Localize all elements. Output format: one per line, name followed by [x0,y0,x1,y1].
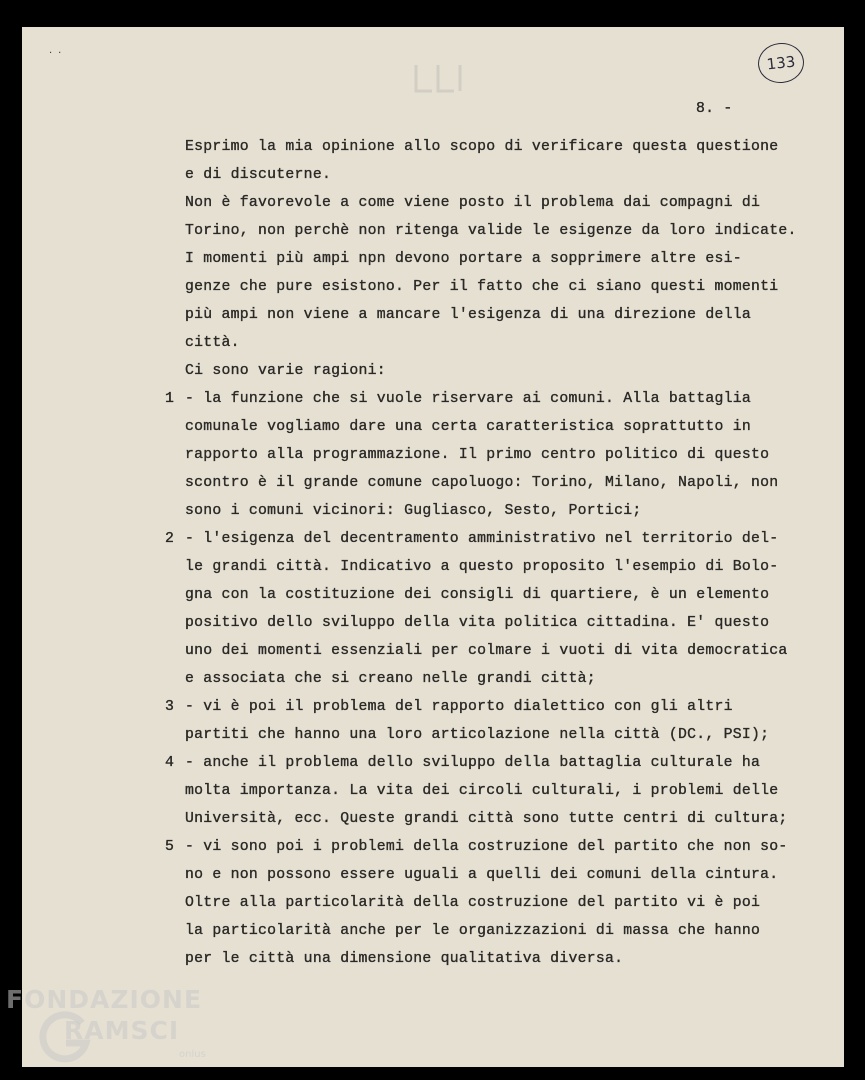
point-number: 5 [165,839,175,855]
text-line: Università, ecc. Queste grandi città sono tutte centri di cultura; [185,811,788,827]
text-line: le grandi città. Indicativo a questo proposito l'esempio di Bolo- [185,559,779,575]
text-line: sono i comuni vicinori: Gugliasco, Sesto, Portici; [185,503,642,519]
text-line: scontro è il grande comune capoluogo: Torino, Milano, Napoli, non [185,475,779,491]
text-line: città. [185,335,240,351]
text-line: uno dei momenti essenziali per colmare i vuoti di vita democratica [185,643,788,659]
watermark-suffix: onlus [179,1049,206,1060]
text-line: positivo dello sviluppo della vita politica cittadina. E' questo [185,615,770,631]
text-line: - la funzione che si vuole riservare ai comuni. Alla battaglia [185,391,752,407]
text-line: - l'esigenza del decentramento amministrativo nel territorio del- [185,531,779,547]
text-line: Non è favorevole a come viene posto il problema dai compagni di [185,195,761,211]
punch-marks: ·· [49,48,68,59]
text-line: no e non possono essere uguali a quelli dei comuni della cintura. [185,867,779,883]
text-line: I momenti più ampi npn devono portare a sopprimere altre esi- [185,251,742,267]
document-page [22,27,844,1067]
point-number: 2 [165,531,175,547]
watermark-line2: RAMSCI [64,1016,180,1045]
text-line: - anche il problema dello sviluppo della battaglia culturale ha [185,755,761,771]
bleed-through-mark [410,61,470,97]
point-number: 1 [165,391,175,407]
text-line: e di discuterne. [185,167,332,183]
text-line: per le città una dimensione qualitativa diversa. [185,951,624,967]
watermark-line1: FONDAZIONE [6,985,203,1014]
text-line: Torino, non perchè non ritenga valide le esigenze da loro indicate. [185,223,797,239]
fondazione-gramsci-watermark [6,985,236,1080]
archive-number-stamp: 133 [756,41,806,86]
text-line: gna con la costituzione dei consigli di quartiere, è un elemento [185,587,770,603]
text-line: Oltre alla particolarità della costruzione del partito vi è poi [185,895,761,911]
text-line: più ampi non viene a mancare l'esigenza di una direzione della [185,307,752,323]
text-line: Ci sono varie ragioni: [185,363,386,379]
text-line: rapporto alla programmazione. Il primo centro politico di questo [185,447,770,463]
text-line: la particolarità anche per le organizzazioni di massa che hanno [185,923,761,939]
text-line: molta importanza. La vita dei circoli culturali, i problemi delle [185,783,779,799]
text-line: genze che pure esistono. Per il fatto che ci siano questi momenti [185,279,779,295]
point-number: 3 [165,699,175,715]
page-number: 8. - [696,101,733,117]
text-line: - vi è poi il problema del rapporto dialettico con gli altri [185,699,733,715]
text-line: - vi sono poi i problemi della costruzione del partito che non so- [185,839,788,855]
text-line: comunale vogliamo dare una certa caratteristica soprattutto in [185,419,752,435]
text-line: e associata che si creano nelle grandi città; [185,671,596,687]
text-line: partiti che hanno una loro articolazione nella città (DC., PSI); [185,727,770,743]
point-number: 4 [165,755,175,771]
text-line: Esprimo la mia opinione allo scopo di verificare questa questione [185,139,779,155]
